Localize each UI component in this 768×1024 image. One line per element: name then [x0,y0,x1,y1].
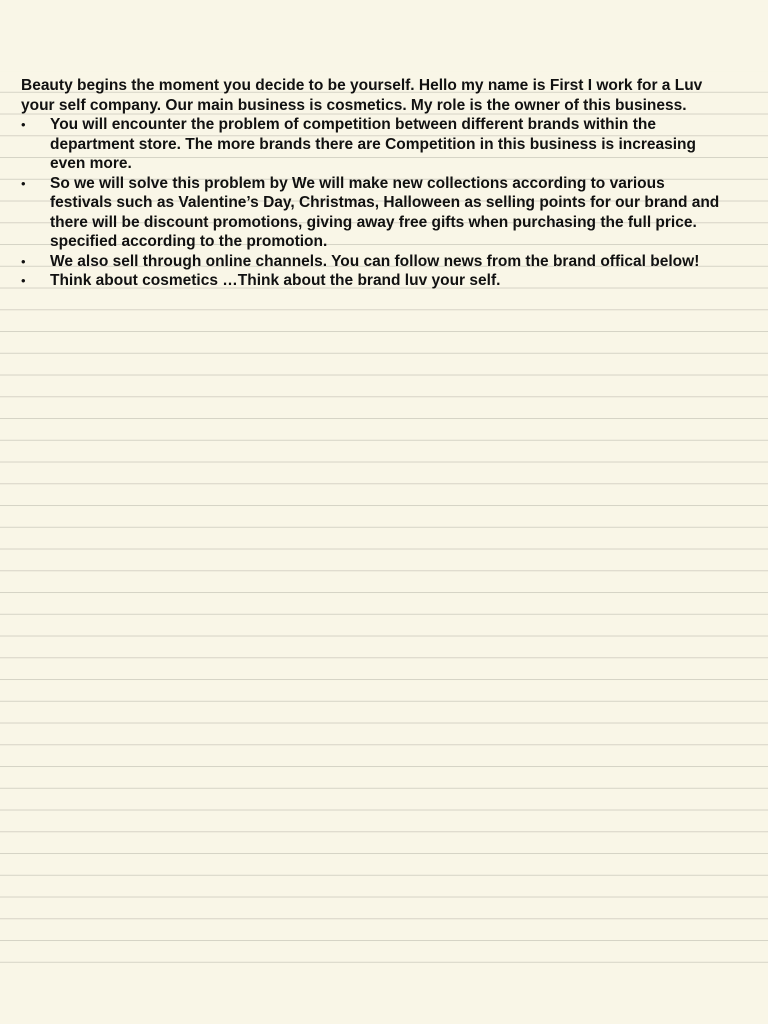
paper-top-margin [0,0,768,71]
bullet-item-competition [21,115,721,174]
paper-bottom-margin [0,964,768,1024]
bullet-dot-icon: • [21,253,26,269]
bullet-dot-icon: • [21,117,26,132]
bullet-dot-icon: • [21,273,26,288]
bullet-item-online-channels [21,252,721,272]
bullet-dot-icon: • [21,175,26,191]
bullet-list [21,115,721,291]
bullet-text: So we will solve this problem by We will make new collections according to various festivals such as Valentine’s Day, Christmas, Halloween as selling points for our brand and there will be discount promotions, giving away free gifts when purchasing the full price. specified according to the promotion. [50,174,720,250]
bullet-item-solution [21,174,721,252]
intro-paragraph: Beauty begins the moment you decide to be yourself. Hello my name is First I work for a Luv your self company. Our main business is cosmetics. My role is the owner of this business. [21,77,703,114]
note-body[interactable] [21,76,721,291]
bullet-item-slogan [21,271,721,291]
bullet-text: You will encounter the problem of competition between different brands within the department store. The more brands there are Competition in this business is increasing even more. [50,116,696,172]
bullet-text: Think about cosmetics …Think about the brand luv your self. [50,272,501,289]
bullet-text: We also sell through online channels. You can follow news from the brand offical below! [50,252,700,270]
